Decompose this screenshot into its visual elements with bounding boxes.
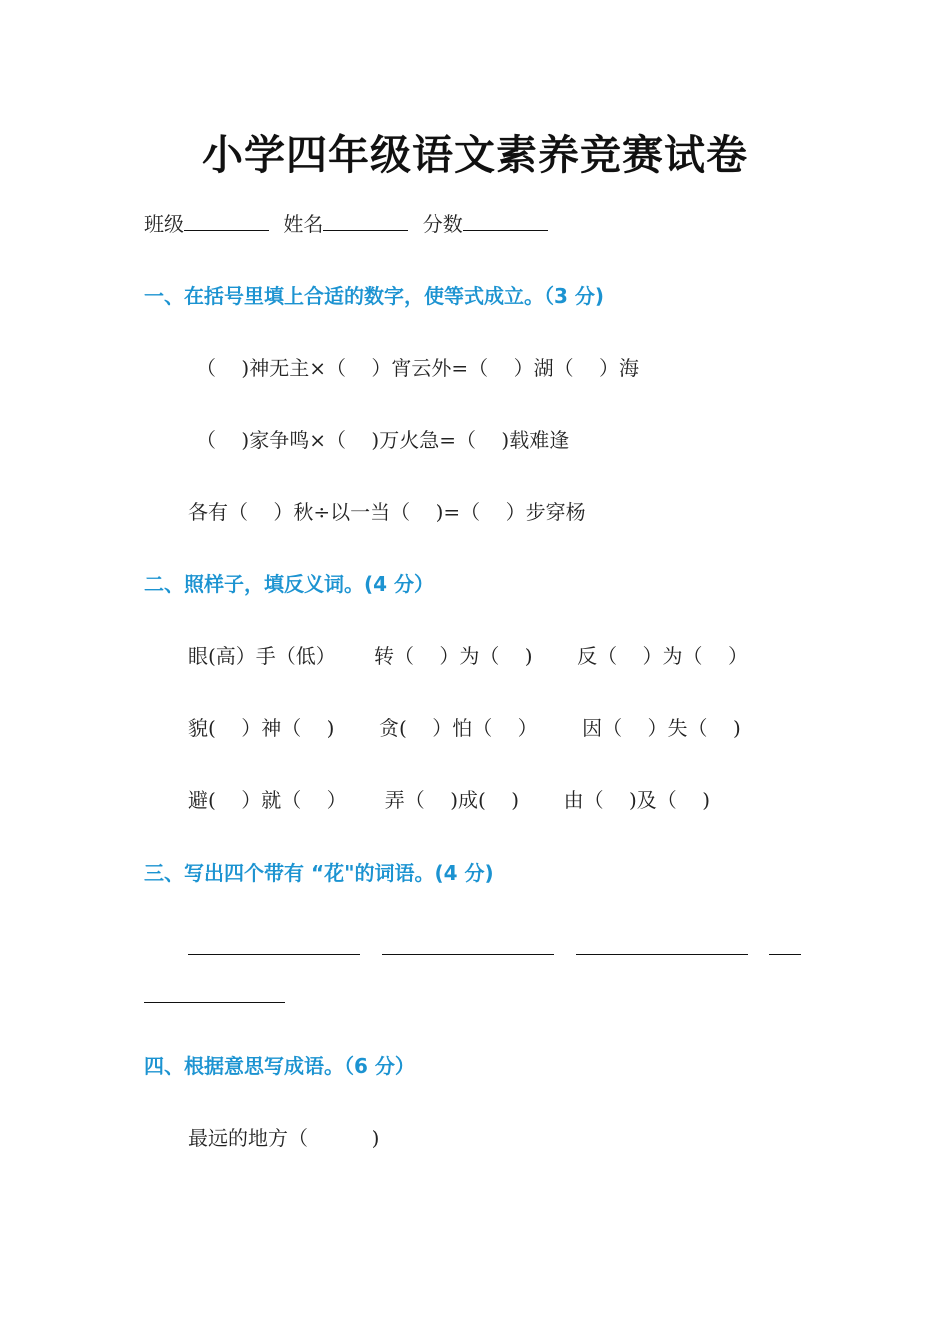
answer-line-4-end[interactable] (144, 1002, 285, 1003)
section-2-line-1: 眼(高）手（低） 转（ ）为（ ) 反（ ）为（ ） (188, 644, 748, 668)
section-2-line-2: 貌( ）神（ ) 贪( ）怕（ ） 因（ ）失（ ) (188, 716, 741, 740)
section-1-line-3: 各有（ ）秋÷以一当（ )=（ ）步穿杨 (188, 500, 586, 524)
score-blank[interactable] (463, 212, 548, 231)
answer-line-3[interactable] (576, 954, 748, 955)
name-label: 姓名 (283, 212, 324, 236)
score-label: 分数 (422, 212, 463, 236)
section-1-line-2: （ )家争鸣×（ )万火急=（ )载难逢 (196, 428, 570, 452)
section-4-heading: 四、根据意思写成语。（6 分） (144, 1054, 415, 1078)
answer-line-4-start[interactable] (769, 954, 801, 955)
section-1-heading: 一、在括号里填上合适的数字，使等式成立。（3 分) (144, 284, 605, 308)
class-label: 班级 (144, 212, 184, 236)
section-2-line-3: 避( ）就（ ） 弄（ )成( ) 由（ )及（ ) (188, 788, 711, 812)
class-blank[interactable] (184, 212, 269, 231)
answer-line-1[interactable] (188, 954, 360, 955)
answer-line-2[interactable] (382, 954, 554, 955)
section-4-line-1: 最远的地方（ ) (188, 1126, 380, 1150)
student-info-row (144, 208, 556, 237)
section-2-heading: 二、照样子，填反义词。(4 分） (144, 572, 435, 596)
section-3-heading: 三、写出四个带有 “花"的词语。(4 分) (144, 861, 494, 885)
section-1-line-1: （ )神无主×（ ）宵云外=（ ）湖（ ）海 (196, 356, 640, 380)
page-title: 小学四年级语文素养竞赛试卷 (202, 131, 748, 179)
name-blank[interactable] (323, 212, 408, 231)
